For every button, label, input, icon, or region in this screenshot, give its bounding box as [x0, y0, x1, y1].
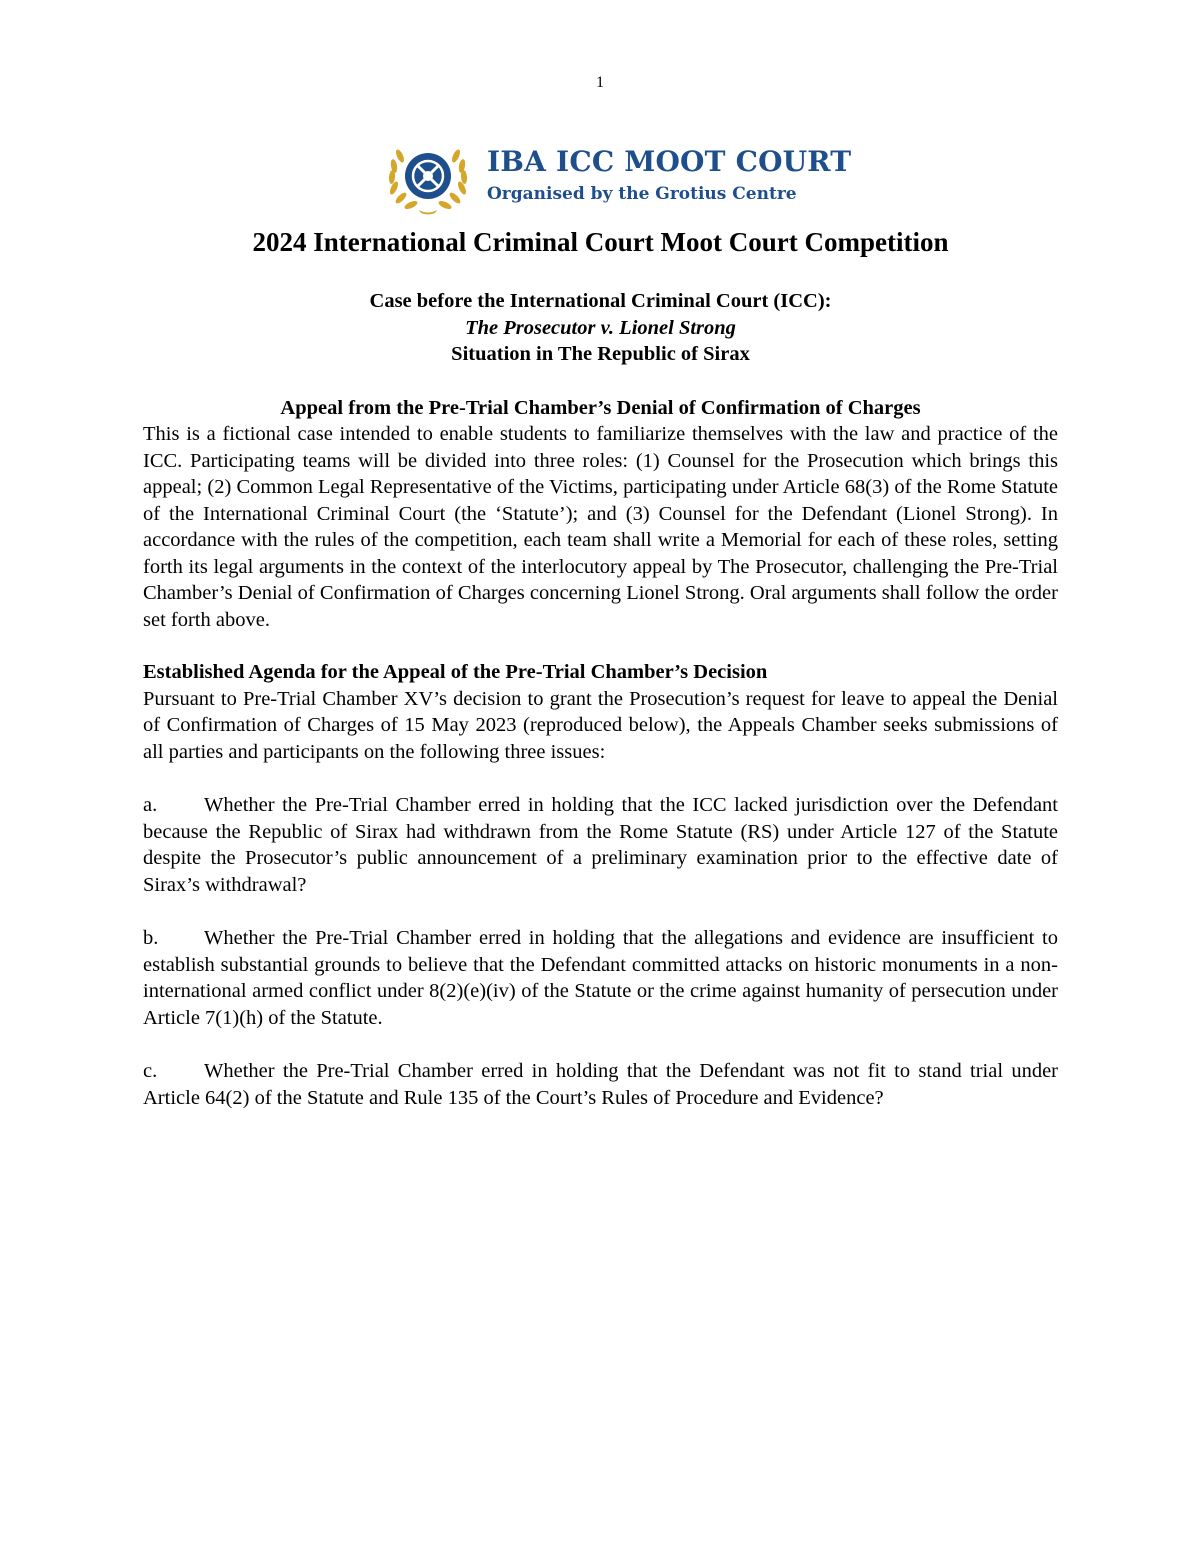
intro-paragraph: This is a fictional case intended to enable students to familiarize themselves with the law and practice of the ICC. Participating teams will be divided into three roles: (1) Counsel for the Prosecution which brings this appeal; (2) Common Legal Representative of the Victims, participating under Article 68(3) of the Rome Statute of the International Criminal Court (the ‘Statute’); and (3) Counsel for the Defendant (Lionel Strong). In accordance with the rules of the competition, each team shall write a Memorial for each of these roles, setting forth its legal arguments in the context of the interlocutory appeal by The Prosecutor, challenging the Pre-Trial Chamber’s Denial of Confirmation of Charges concerning Lionel Strong. Oral arguments shall follow the order set forth above. [143, 423, 1058, 631]
case-parties-line: The Prosecutor v. Lionel Strong [465, 316, 736, 339]
iba-icc-logo [383, 140, 851, 216]
issue-text: Whether the Pre-Trial Chamber erred in holding that the allegations and evidence are insufficient to establish substantial grounds to believe that the Defendant committed attacks on historic monuments in a non-international armed conflict under 8(2)(e)(iv) of the Statute or the crime against humanity of persecution under Article 7(1)(h) of the Statute. [143, 927, 1058, 1029]
issue-text: Whether the Pre-Trial Chamber erred in holding that the Defendant was not fit to stand trial under Article 64(2) of the Statute and Rule 135 of the Court’s Rules of Procedure and Evidence? [143, 1060, 1058, 1109]
laurel-globe-emblem-icon [383, 140, 473, 216]
issue-letter: a. [143, 794, 158, 816]
issue-letter: c. [143, 1060, 158, 1082]
issue-item [143, 925, 1058, 1031]
logo-subtitle: Organised by the Grotius Centre [487, 184, 797, 204]
logo-title: IBA ICC MOOT COURT [487, 145, 852, 178]
issue-text: Whether the Pre-Trial Chamber erred in holding that the ICC lacked jurisdiction over the Defendant because the Republic of Sirax had withdrawn from the Rome Statute (RS) under Article 127 of the Statute despite the Prosecutor’s public announcement of a preliminary examination prior to the effective date of Sirax’s withdrawal? [143, 794, 1058, 896]
issue-item [143, 792, 1058, 898]
appeal-heading: Appeal from the Pre-Trial Chamber’s Denial of Confirmation of Charges [280, 396, 921, 419]
case-situation-line: Situation in The Republic of Sirax [451, 343, 750, 365]
issue-item [143, 1058, 1058, 1111]
issue-letter: b. [143, 927, 159, 949]
page-number: 1 [596, 74, 604, 91]
page-title: 2024 International Criminal Court Moot Court Competition [252, 227, 949, 257]
pursuant-paragraph: Pursuant to Pre-Trial Chamber XV’s decision to grant the Prosecution’s request for leave to appeal the Denial of Confirmation of Charges of 15 May 2023 (reproduced below), the Appeals Chamber seeks submissions of all parties and participants on the following three issues: [143, 687, 1058, 763]
agenda-heading: Established Agenda for the Appeal of the Pre-Trial Chamber’s Decision [143, 661, 768, 683]
case-court-line: Case before the International Criminal Court (ICC): [369, 290, 832, 312]
document-body [143, 224, 1058, 1111]
case-caption [143, 288, 1058, 368]
